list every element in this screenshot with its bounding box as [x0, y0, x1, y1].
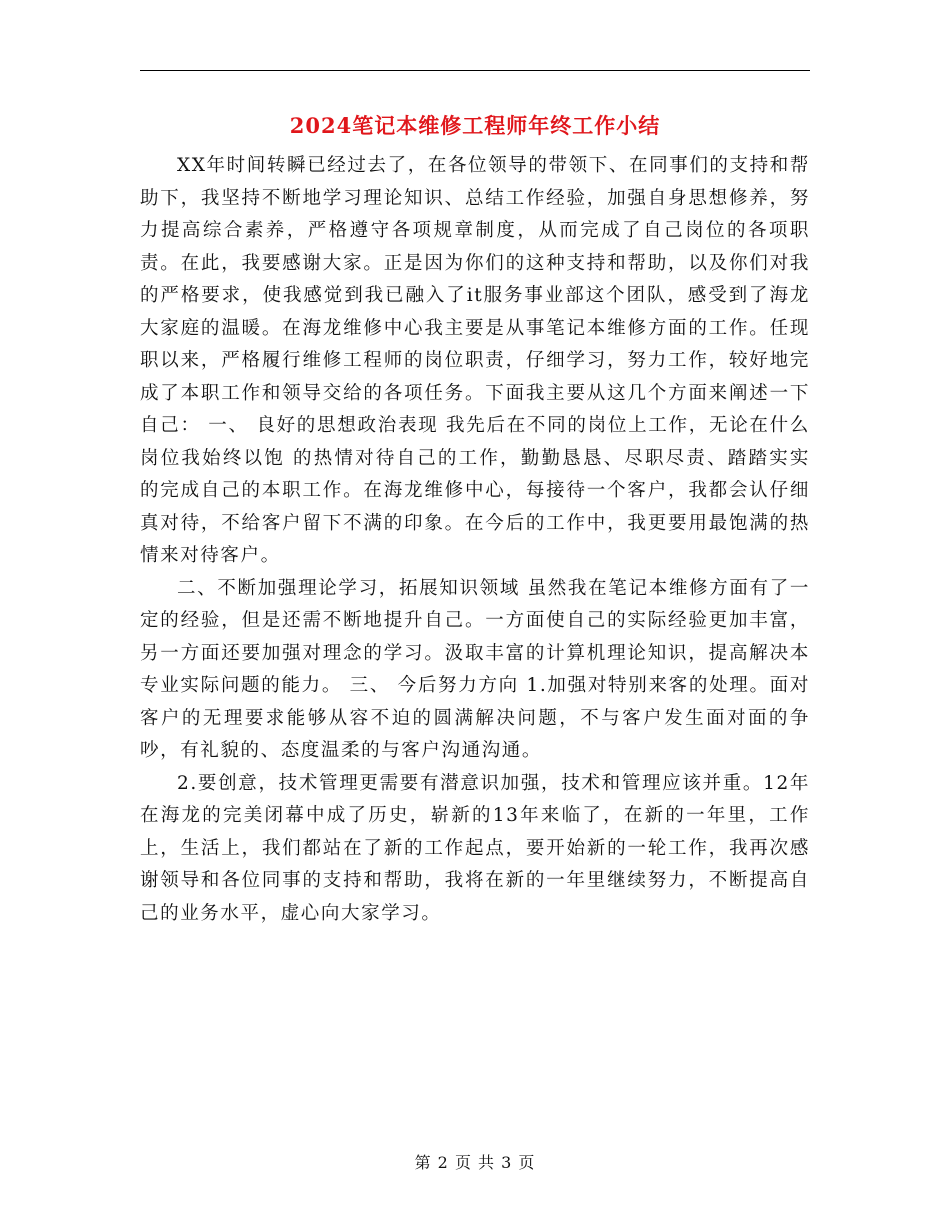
header-rule [140, 70, 810, 71]
paragraph-1: XX年时间转瞬已经过去了，在各位领导的带领下、在同事们的支持和帮助下，我坚持不断地学习理论知识、总结工作经验，加强自身思想修养，努力提高综合素养，严格遵守各项规章制度，从而完成了自己岗位的各项职责。在此，我要感谢大家。正是因为你们的这种支持和帮助，以及你们对我的严格要求，使我感觉到我已融入了it服务事业部这个团队，感受到了海龙大家庭的温暖。在海龙维修中心我主要是从事笔记本维修方面的工作。任现职以来，严格履行维修工程师的岗位职责，仔细学习，努力工作，较好地完成了本职工作和领导交给的各项任务。下面我主要从这几个方面来阐述一下自己： 一、 良好的思想政治表现 我先后在不同的岗位上工作，无论在什么岗位我始终以饱 的热情对待自己的工作，勤勤恳恳、尽职尽责、踏踏实实的完成自己的本职工作。在海龙维修中心，每接待一个客户，我都会认仔细真对待，不给客户留下不满的印象。在今后的工作中，我更要用最饱满的热情来对待客户。 [140, 155, 810, 566]
paragraph-3: 2.要创意，技术管理更需要有潜意识加强，技术和管理应该并重。12年在海龙的完美闭幕中成了历史，崭新的13年来临了，在新的一年里，工作上，生活上，我们都站在了新的工作起点，要开始新的一轮工作，我再次感谢领导和各位同事的支持和帮助，我将在新的一年里继续努力，不断提高自己的业务水平，虚心向大家学习。 [140, 772, 810, 924]
document-title: 2024笔记本维修工程师年终工作小结 [289, 113, 661, 138]
paragraph-2: 二、不断加强理论学习，拓展知识领域 虽然我在笔记本维修方面有了一定的经验，但是还需不断地提升自己。一方面使自己的实际经验更加丰富，另一方面还要加强对理念的学习。汲取丰富的计算机理论知识，提高解决本专业实际问题的能力。 三、 今后努力方向 1.加强对特别来客的处理。面对客户的无理要求能够从容不迫的圆满解决问题，不与客户发生面对面的争吵，有礼貌的、态度温柔的与客户沟通沟通。 [140, 577, 810, 761]
page-number-footer: 第 2 页 共 3 页 [414, 1153, 536, 1172]
document-body [140, 150, 810, 930]
